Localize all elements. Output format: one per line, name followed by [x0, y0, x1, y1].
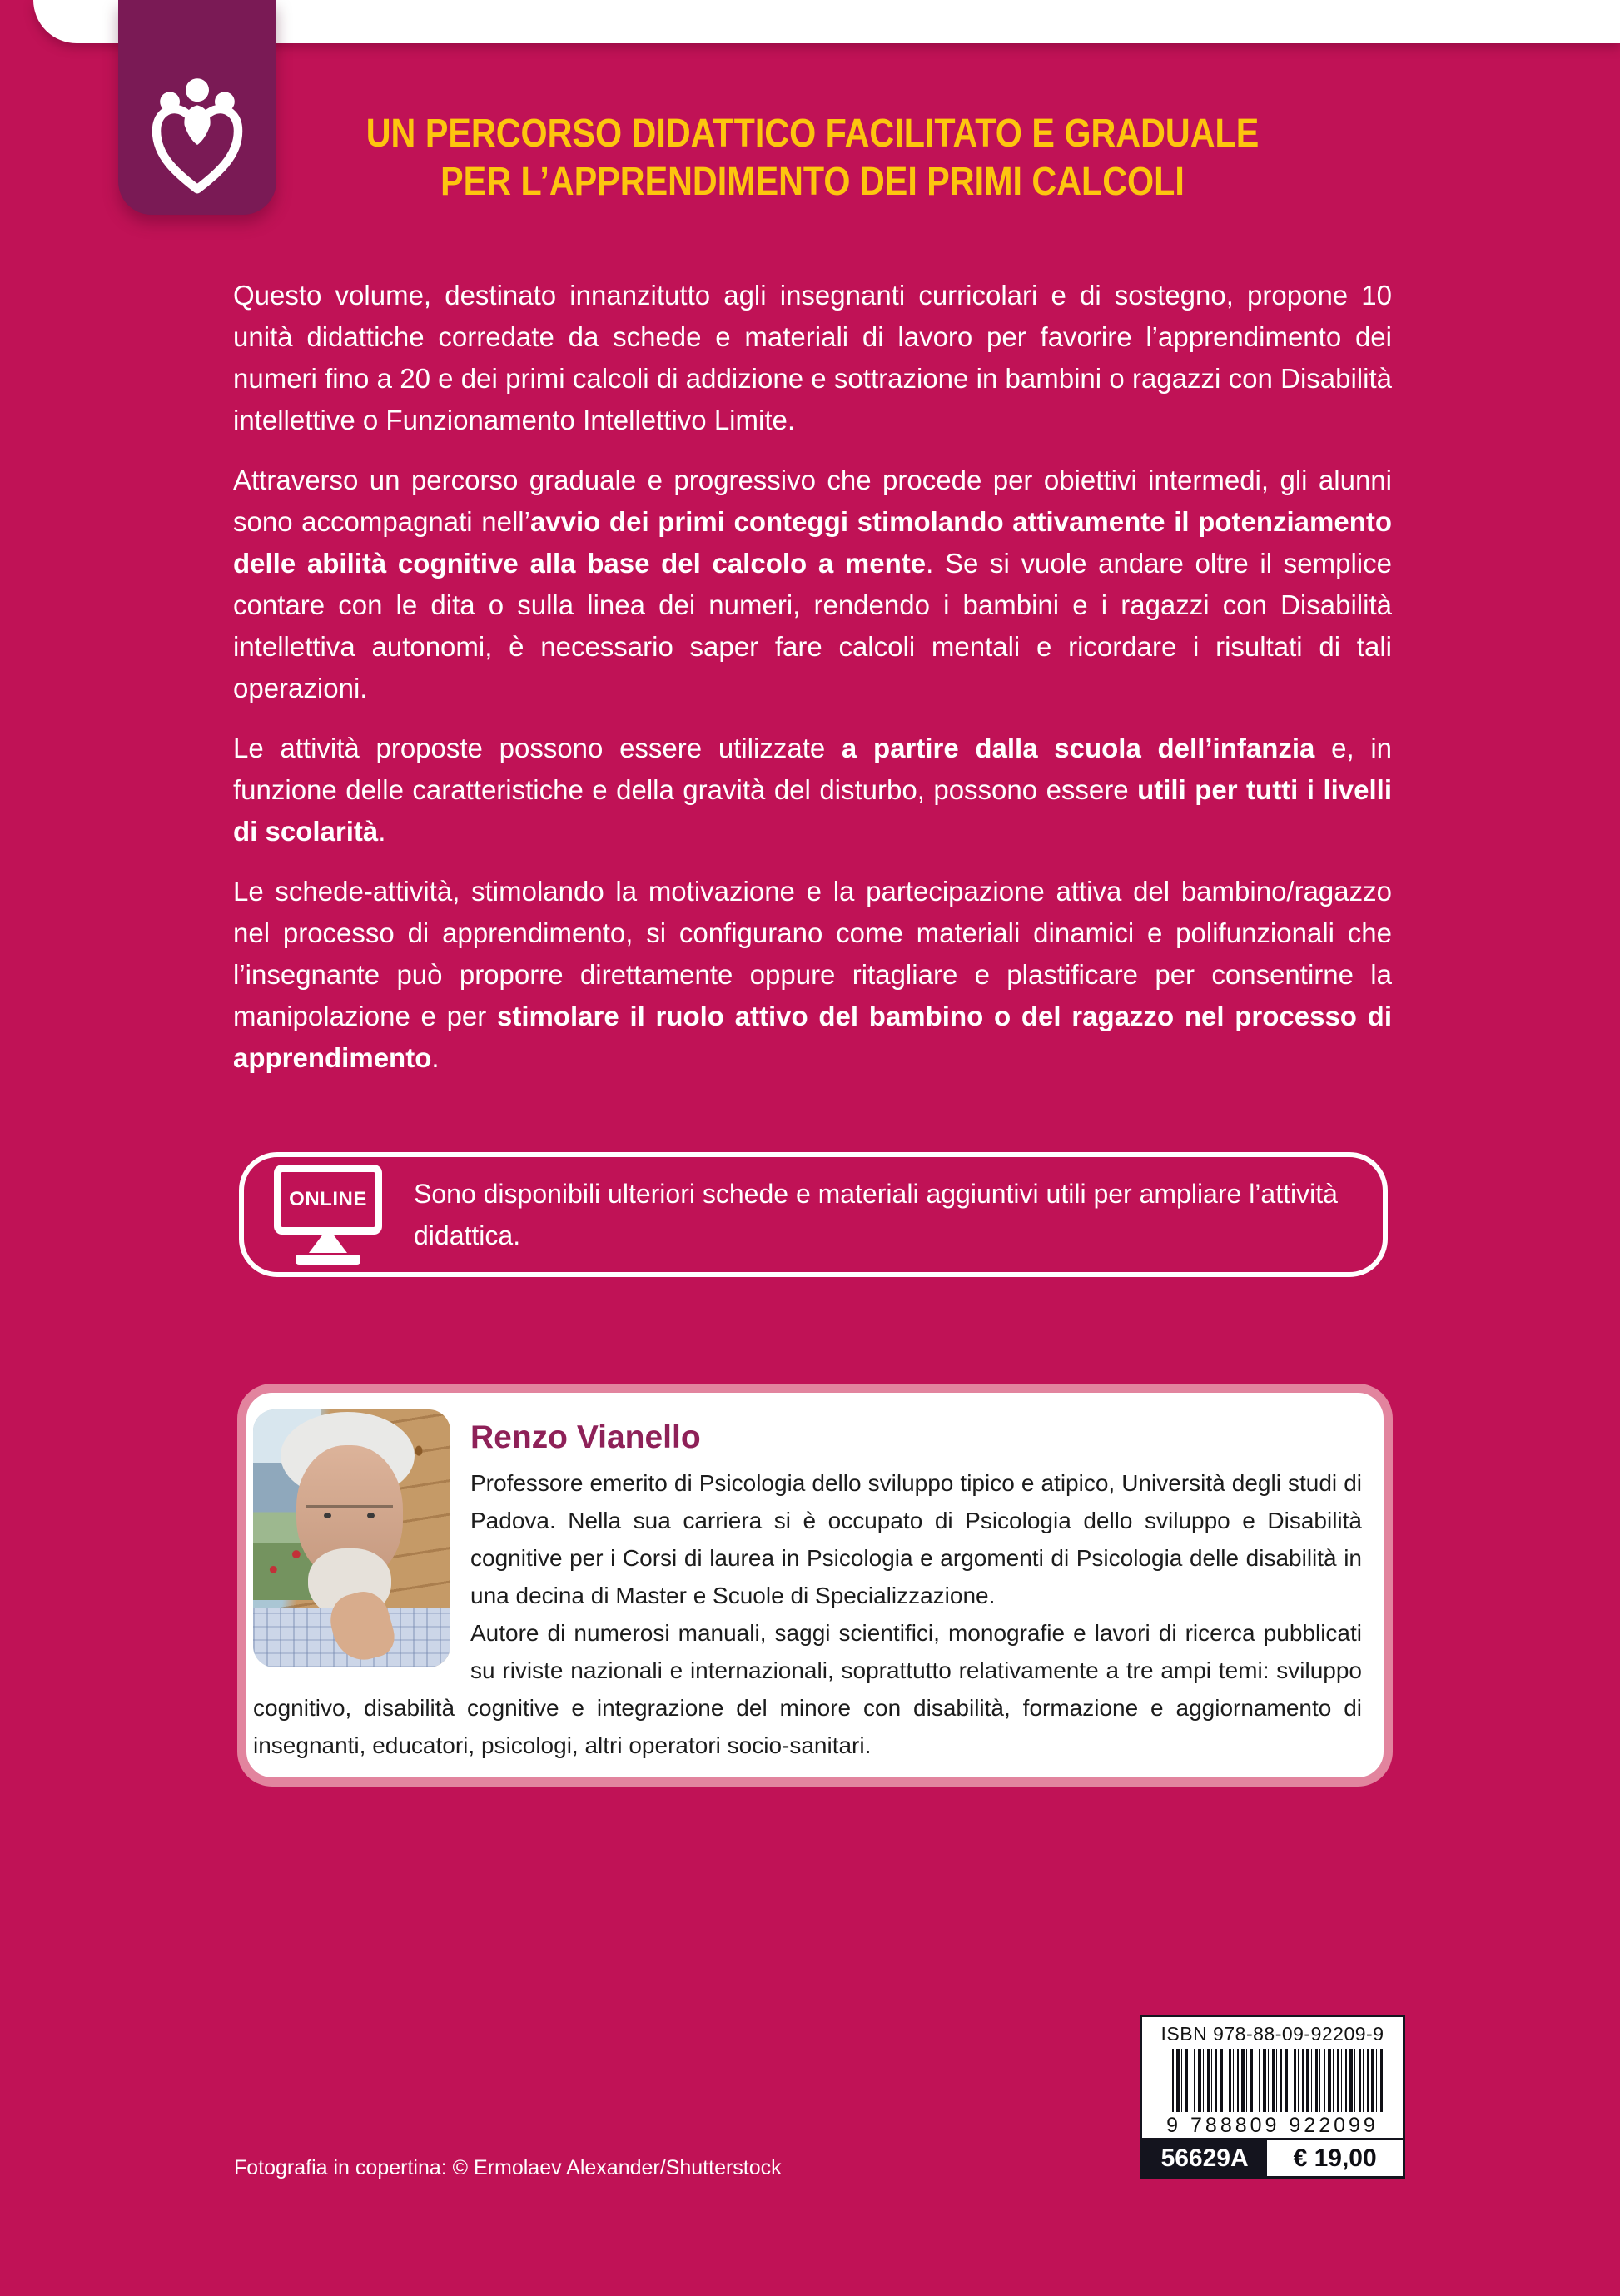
monitor-stand: [309, 1235, 347, 1253]
author-bio-paragraph-2: Autore di numerosi manuali, saggi scientifici, monografie e lavori di ricerca pubblicati su riviste nazionali e internazionali, soprattutto relativamente a tre ampi temi: sviluppo cognitivo, disabilità cognitive e integrazione del minore con disabilità, formazione e aggiornamento di insegnanti, educatori, psicologi, altri operatori socio-sanitari.: [253, 1620, 1362, 1758]
monitor-screen: [274, 1165, 382, 1235]
online-text: Sono disponibili ulteriori schede e materiali aggiuntivi utili per ampliare l’attività didattica.: [414, 1179, 1338, 1250]
barcode-box: [1140, 2015, 1405, 2179]
photo-credit: Fotografia in copertina: © Ermolaev Alexander/Shutterstock: [234, 2156, 782, 2179]
tagline-line-1: UN PERCORSO DIDATTICO FACILITATO E GRADUALE: [365, 112, 1260, 156]
barcode-bars: [1172, 2049, 1384, 2112]
product-code: 56629A: [1142, 2140, 1267, 2176]
intro-paragraph-2: Attraverso un percorso graduale e progressivo che procede per obiettivi intermedi, gli alunni sono accompagnati nell’avvio dei primi conteggi stimolando attivamente il potenziamento delle abilità cognitive alla base del calcolo a mente. Se si vuole andare oltre il semplice contare con le dita o sulla linea dei numeri, rendendo i bambini e i ragazzi con Disabilità intellettiva autonomi, è necessario saper fare calcoli mentali e ricordare i risultati di tali operazioni.: [233, 465, 1392, 703]
tagline-line-2: PER L’APPRENDIMENTO DEI PRIMI CALCOLI: [440, 160, 1185, 204]
barcode-price-row: [1142, 2138, 1403, 2176]
author-bio-paragraph-1: Professore emerito di Psicologia dello sviluppo tipico e atipico, Università degli studi di Padova. Nella sua carriera si è occupato di Psicologia dello sviluppo e Disabilità cognitive per i Corsi di laurea in Psicologia e argomenti di Psicologia delle disabilità in una decina di Master e Scuole di Specializzazione.: [470, 1470, 1362, 1608]
isbn-label: ISBN 978-88-09-92209-9: [1160, 2023, 1384, 2045]
intro-paragraph-3: Le attività proposte possono essere utilizzate a partire dalla scuola dell’infanzia e, in funzione delle caratteristiche e della gravità del disturbo, possono essere utili per tutti i livelli di scolarità.: [233, 733, 1393, 847]
price-label: € 19,00: [1293, 2144, 1377, 2172]
photo-glasses: [306, 1505, 393, 1531]
author-photo: [253, 1409, 450, 1667]
back-cover-copy: [233, 275, 1392, 1097]
online-monitor-icon: [266, 1165, 390, 1265]
online-label: ONLINE: [289, 1188, 367, 1210]
monitor-base: [296, 1255, 360, 1265]
cover-tagline: [314, 110, 1310, 206]
intro-paragraph-4: Le schede-attività, stimolando la motivazione e la partecipazione attiva del bambino/ragazzo nel processo di apprendimento, si configurano come materiali dinamici e polifunzionali che l’insegnante può proporre direttamente oppure ritagliare e plastificare per consentirne la manipolazione e per stimolare il ruolo attivo del bambino o del ragazzo nel processo di apprendimento.: [233, 876, 1392, 1073]
publisher-logo-badge: [118, 0, 276, 215]
author-card: [237, 1384, 1393, 1787]
online-resources-box: [239, 1152, 1388, 1277]
family-heart-logo-icon: [139, 73, 256, 205]
intro-paragraph-1: Questo volume, destinato innanzitutto agli insegnanti curricolari e di sostegno, propone 10 unità didattiche corredate da schede e materiali di lavoro per favorire l’apprendimento dei numeri fino a 20 e dei primi calcoli di addizione e sottrazione in bambini o ragazzi con Disabilità intellettive o Funzionamento Intellettivo Limite.: [233, 280, 1392, 435]
barcode-digits: 9 788809 922099: [1166, 2114, 1379, 2138]
author-name: Renzo Vianello: [470, 1419, 701, 1455]
